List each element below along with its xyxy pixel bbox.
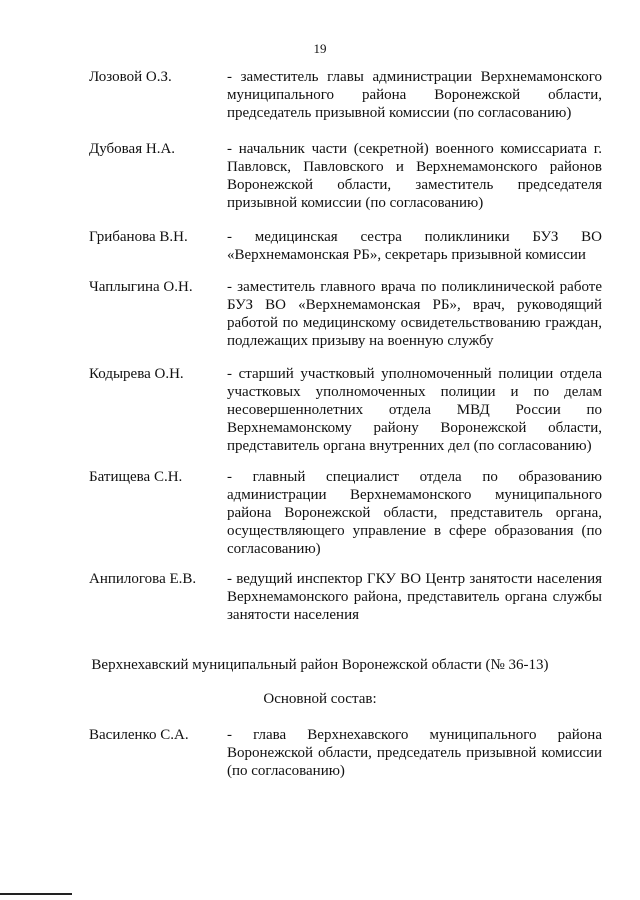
member-description: - старший участковый уполномоченный полиции отдела участковых уполномоченных полиции и по делам несовершеннолетних отдела МВД России по Верхнемамонскому району Воронежской области, представитель органа внутренних дел (по согласованию) [227, 366, 602, 454]
member-name: Батищева С.Н. [89, 469, 183, 485]
footer-divider [0, 893, 72, 895]
member-description: - глава Верхнехавского муниципального района Воронежской области, председатель призывной комиссии (по согласованию) [227, 727, 602, 779]
section-subtitle: Основной состав: [263, 691, 377, 707]
page-number: 19 [313, 41, 327, 56]
member-description: - главный специалист отдела по образованию администрации Верхнемамонского муниципального района Воронежской области, представитель органа, осуществляющего управление в сфере образования (по согласованию) [227, 469, 602, 557]
member-name: Лозовой О.З. [89, 69, 172, 85]
member-description: - заместитель главного врача по поликлинической работе БУЗ ВО «Верхнемамонская РБ», врач, руководящий работой по медицинскому освидетельствованию граждан, подлежащих призыву на военную службу [227, 279, 602, 349]
member-description: - заместитель главы администрации Верхнемамонского муниципального района Воронежской области, председатель призывной комиссии (по согласованию) [227, 69, 602, 121]
member-name: Дубовая Н.А. [89, 141, 176, 157]
member-name: Василенко С.А. [89, 727, 189, 743]
member-name: Грибанова В.Н. [89, 229, 188, 245]
member-name: Анпилогова Е.В. [89, 571, 197, 587]
member-description: - медицинская сестра поликлиники БУЗ ВО «Верхнемамонская РБ», секретарь призывной комиссии [227, 229, 602, 263]
member-description: - ведущий инспектор ГКУ ВО Центр занятости населения Верхнемамонского района, представитель органа службы занятости населения [227, 571, 602, 623]
section-title: Верхнехавский муниципальный район Воронежской области (№ 36-13) [91, 657, 549, 673]
member-name: Чаплыгина О.Н. [89, 279, 193, 295]
member-name: Кодырева О.Н. [89, 366, 184, 382]
member-description: - начальник части (секретной) военного комиссариата г. Павловск, Павловского и Верхнемамонского районов Воронежской области, заместитель председателя призывной комиссии (по согласованию) [227, 141, 602, 211]
